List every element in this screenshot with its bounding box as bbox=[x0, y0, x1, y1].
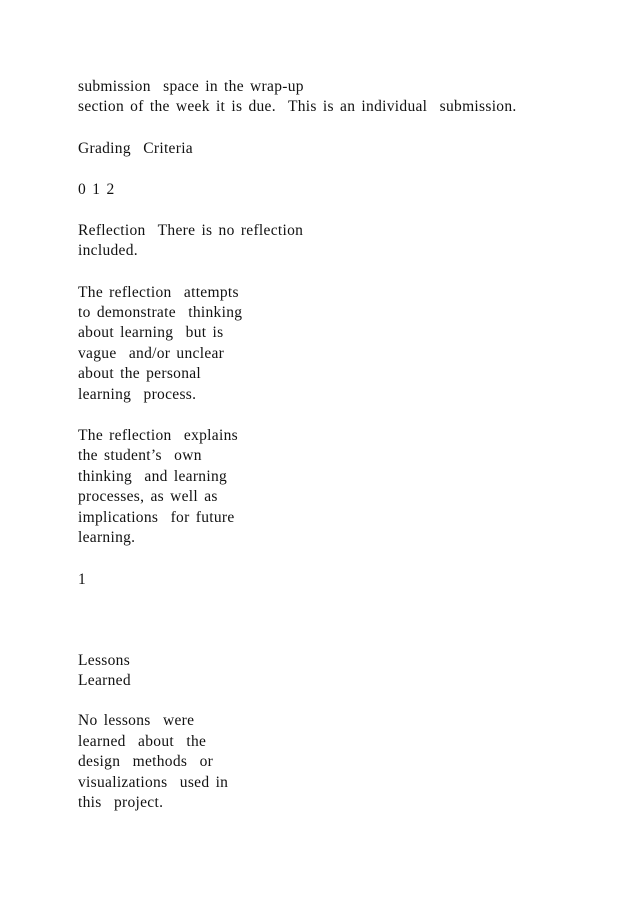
text-line: this project. bbox=[78, 794, 164, 811]
text-line: design methods or bbox=[78, 753, 214, 770]
text-line: visualizations used in bbox=[78, 774, 229, 791]
text-line: vague and/or unclear bbox=[78, 345, 225, 362]
text-line: processes, as well as bbox=[78, 488, 218, 505]
section-heading-grading-criteria: Grading Criteria bbox=[78, 140, 193, 157]
text-line: Learned bbox=[78, 672, 131, 689]
text-line: learning. bbox=[78, 529, 136, 546]
score-scale: 0 1 2 bbox=[78, 181, 115, 198]
text-line: No lessons were bbox=[78, 712, 195, 729]
text-line: Reflection There is no reflection bbox=[78, 222, 304, 239]
score-value: 1 bbox=[78, 571, 87, 588]
text-line: Lessons bbox=[78, 652, 131, 669]
text-line: implications for future bbox=[78, 509, 235, 526]
text-line: The reflection attempts bbox=[78, 284, 239, 301]
text-line: to demonstrate thinking bbox=[78, 304, 243, 321]
text-line: learned about the bbox=[78, 733, 207, 750]
text-line: section of the week it is due. This is an individual submission. bbox=[78, 98, 517, 115]
text-line: thinking and learning bbox=[78, 468, 228, 485]
text-line: The reflection explains bbox=[78, 427, 238, 444]
text-line: learning process. bbox=[78, 386, 197, 403]
text-line: about the personal bbox=[78, 365, 202, 382]
text-line: the student’s own bbox=[78, 447, 202, 464]
text-line: submission space in the wrap-up bbox=[78, 78, 304, 95]
text-line: about learning but is bbox=[78, 324, 224, 341]
text-line: included. bbox=[78, 242, 138, 259]
